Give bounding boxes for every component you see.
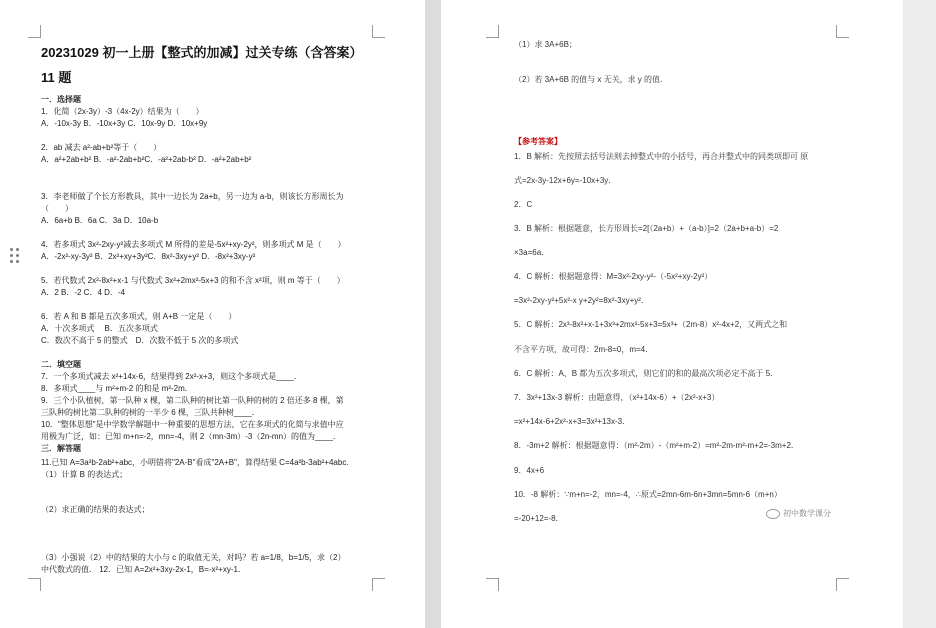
crop-mark [836, 578, 849, 591]
answer-line: 不含平方项，故可得：2m-8=0，m=4． [514, 345, 654, 354]
question-line: 10．"整体思想"是中学数学解题中一种重要的思想方法，它在多项式的化简与求值中应 [41, 420, 344, 429]
answer-line: =3x²-2xy-y²+5x²-x y+2y²=8x²-3xy+y²． [514, 296, 649, 305]
crop-mark [372, 25, 385, 38]
answer-line: 8．-3m+2 解析：根据题意得：（m²-2m）-（m²+m-2）=m²-2m-m²-m+2=-3m+2． [514, 441, 799, 450]
answer-line: ×3a=6a． [514, 248, 550, 257]
crop-mark [486, 578, 499, 591]
question-line: C．数次不高于 5 的整式 D．次数不低于 5 次的多项式 [41, 336, 239, 345]
document-page-right [441, 0, 903, 628]
question-line: 3．李老师做了个长方形教具，其中一边长为 2a+b，另一边为 a-b，则该长方形周长为 [41, 192, 344, 201]
question-line: 7．一个多项式减去 x²+14x-6，结果得到 2x²-x+3，则这个多项式是____． [41, 372, 302, 381]
crop-mark [836, 25, 849, 38]
question-line: （3）小强说（2）中的结果的大小与 c 的取值无关，对吗？若 a=1/8，b=1/5，求（2） [41, 553, 346, 562]
answer-line: 3．B 解析：根据题意，长方形周长=2[（2a+b）+（a-b）]=2（2a+b+a-b）=2 [514, 224, 779, 233]
answer-line: 7．3x²+13x-3 解析：由题意得，（x²+14x-6）+（2x²-x+3） [514, 393, 720, 402]
answer-line: 9．4x+6 [514, 466, 545, 475]
crop-mark [372, 578, 385, 591]
answer-line: =x²+14x-6+2x²-x+3=3x²+13x-3． [514, 417, 631, 426]
answer-heading: 【参考答案】 [514, 137, 562, 146]
question-line: 5．若代数式 2x²-8x²+x-1 与代数式 3x²+2mx²-5x+3 的和不含 x²项，则 m 等于（ ） [41, 276, 345, 285]
drag-handle-icon[interactable] [10, 248, 20, 266]
question-line: A．2 B．-2 C．4 D．-4 [41, 288, 126, 297]
crop-mark [28, 578, 41, 591]
question-line: A．-2x²-xy-3y² B．2x²+xy+3y²C．8x²-3xy+y² D．-8x²+3xy-y² [41, 252, 256, 261]
question-line: （ ） [41, 204, 73, 213]
question-line: A．-10x-3y B．-10x+3y C．10x-9y D．10x+9y [41, 119, 208, 128]
answer-line: 4．C 解析：根据题意得：M=3x²-2xy-y²-（-5x²+xy-2y²） [514, 272, 713, 281]
section-heading: 一．选择题 [41, 95, 81, 104]
question-line: 1．化简（2x-3y）-3（4x-2y）结果为（ ） [41, 107, 204, 116]
watermark [766, 508, 831, 519]
answer-line: 10．-8 解析：∵m+n=-2，mn=-4，∴原式=2mn-6m-6n+3mn=5mn-6（m+n） [514, 490, 782, 499]
answer-line: 1．B 解析：先按照去括号法则去掉整式中的小括号，再合并整式中的同类项即可 原 [514, 152, 809, 161]
answer-line: 式=2x-3y-12x+6y=-10x+3y． [514, 176, 617, 185]
question-line: 9．三个小队植树，第一队种 x 棵，第二队种的树比第一队种的树的 2 倍还多 8 棵，第 [41, 396, 344, 405]
question-line: （1）求 3A+6B； [514, 40, 577, 49]
answer-line: 2．C [514, 200, 533, 209]
watermark-icon [766, 509, 780, 519]
page-gap [425, 0, 441, 628]
question-line: 4．若多项式 3x²-2xy-y²减去多项式 M 所得的差是-5x²+xy-2y²，则多项式 M 是（ ） [41, 240, 346, 249]
crop-mark [28, 25, 41, 38]
section-heading: 二．填空题 [41, 360, 81, 369]
question-line: （2）若 3A+6B 的值与 x 无关，求 y 的值． [514, 75, 669, 84]
section-heading: 三．解答题 [41, 444, 81, 453]
document-title: 20231029 初一上册【整式的加减】过关专练（含答案） [41, 45, 363, 60]
document-page-left [0, 0, 425, 628]
question-line: 11.已知 A=3a²b-2ab²+abc，小明错将"2A-B"看成"2A+B"，算得结果 C=4a²b-3ab²+4abc. [41, 458, 349, 467]
question-line: （1）计算 B 的表达式； [41, 470, 128, 479]
question-line: 2．ab 减去 a²-ab+b²等于（ ） [41, 143, 162, 152]
question-line: A．6a+b B．6a C．3a D．10a-b [41, 216, 159, 225]
question-line: 8．多项式____与 m²+m-2 的和是 m²-2m． [41, 384, 193, 393]
crop-mark [486, 25, 499, 38]
scroll-margin [903, 0, 936, 628]
question-line: 用极为广泛，如：已知 m+n=-2，mn=-4，则 2（mn-3m）-3（2n-mn）的值为____． [41, 432, 341, 441]
answer-line: 5．C 解析：2x³-8x²+x-1+3x³+2mx²-5x+3=5x³+（2m-8）x²-4x+2，又两式之和 [514, 320, 788, 329]
question-line: （2）求正确的结果的表达式； [41, 505, 150, 514]
question-line: A．a²+2ab+b² B．-a²-2ab+b²C．-a²+2ab-b² D．-a²+2ab+b² [41, 155, 252, 164]
answer-line: 6．C 解析：A、B 都为五次多项式，则它们的和的最高次项必定不高于 5． [514, 369, 779, 378]
document-title-count: 11 题 [41, 70, 72, 85]
question-line: 三队种的树比第二队种的树的一半少 6 棵，三队共种树____． [41, 408, 260, 417]
answer-line: =-20+12=-8． [514, 514, 564, 523]
watermark-text: 初中数学课分 [783, 509, 831, 518]
question-line: A．十次多项式 B．五次多项式 [41, 324, 158, 333]
question-line: 6．若 A 和 B 都是五次多项式，则 A+B 一定是（ ） [41, 312, 237, 321]
question-line: 中代数式的值． 12．已知 A=2x²+3xy-2x-1，B=-x²+xy-1． [41, 565, 246, 574]
